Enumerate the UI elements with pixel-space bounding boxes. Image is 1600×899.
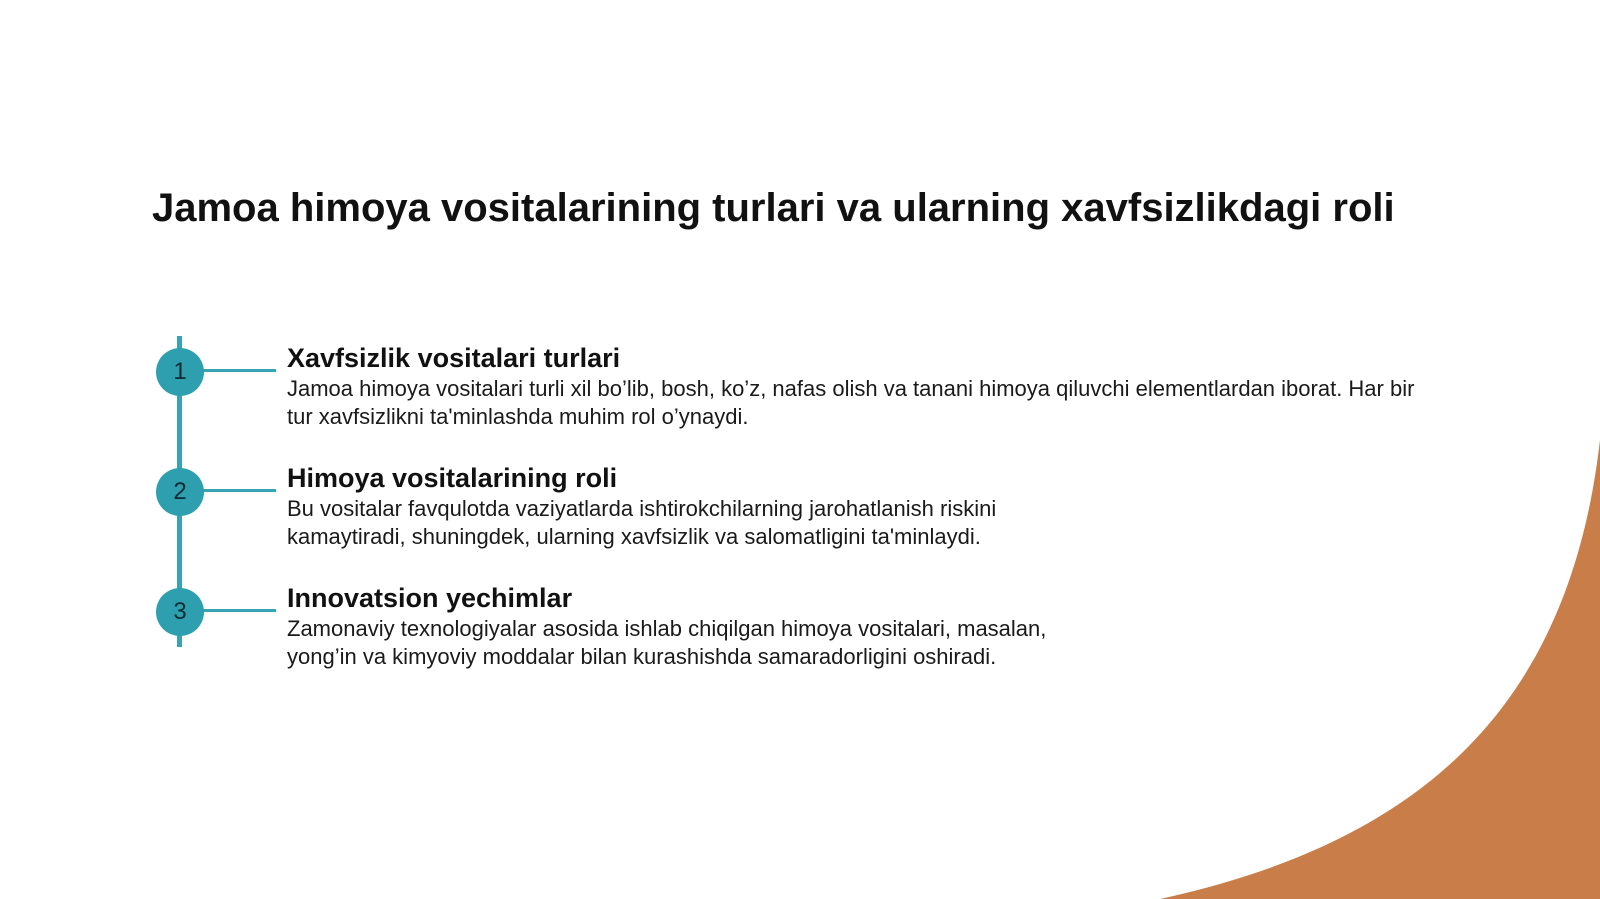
step-2-heading: Himoya vositalarining roli (287, 463, 618, 493)
step-1-body: Jamoa himoya vositalari turli xil bo’lib, bosh, ko’z, nafas olish va tanani himoya qiluvchi elementlardan iborat. Har bir tur xavfsizlikni ta'minlashda muhim rol o’ynaydi. (287, 376, 1415, 429)
step-3-heading: Innovatsion yechimlar (287, 583, 573, 613)
slide-title: Jamoa himoya vositalarining turlari va ularning xavfsizlikdagi roli (152, 186, 1395, 230)
step-3-body: Zamonaviy texnologiyalar asosida ishlab chiqilgan himoya vositalari, masalan, yong’in va kimyoviy moddalar bilan kurashishda samaradorligini oshiradi. (287, 616, 1047, 669)
step-2-marker: 2 (156, 468, 204, 516)
step-2-connector (203, 489, 276, 492)
step-3-marker: 3 (156, 588, 204, 636)
step-1-connector (203, 369, 276, 372)
step-3-connector (203, 609, 276, 612)
step-3 (287, 581, 1107, 671)
step-1-marker: 1 (156, 348, 204, 396)
step-1 (287, 341, 1417, 431)
step-1-heading: Xavfsizlik vositalari turlari (287, 343, 621, 373)
corner-accent-fill (1160, 440, 1600, 899)
step-2-body: Bu vositalar favqulotda vaziyatlarda ishtirokchilarning jarohatlanish riskini kamaytiradi, shuningdek, ularning xavfsizlik va salomatligini ta'minlaydi. (287, 496, 997, 549)
step-2 (287, 461, 1107, 551)
